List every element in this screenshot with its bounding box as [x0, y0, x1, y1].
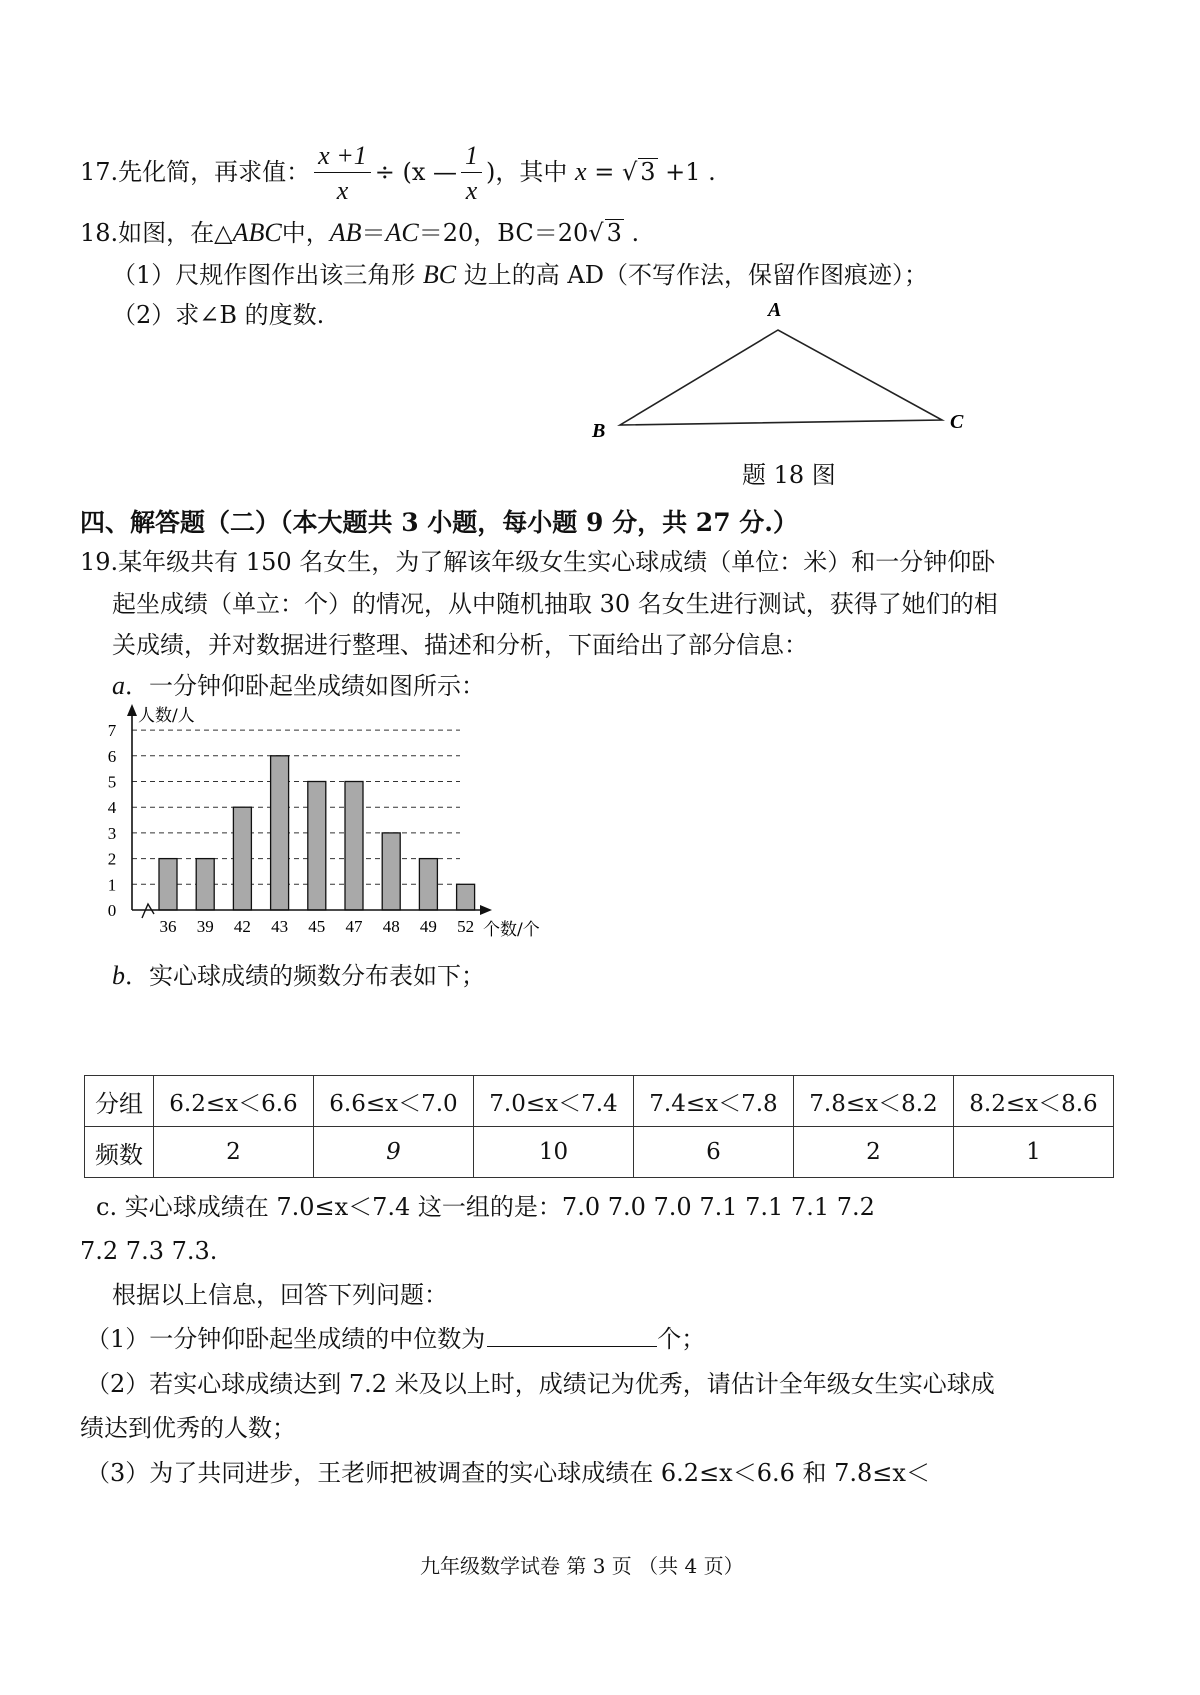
- y-tick-label: 4: [107, 798, 117, 818]
- bar-36: [159, 859, 177, 910]
- x-tick-label: 39: [196, 917, 214, 936]
- q18-part1-a: （1）尺规作图作出该三角形: [112, 261, 423, 289]
- bar-39: [196, 859, 214, 910]
- table-cell-count: 1: [954, 1127, 1114, 1178]
- x-axis-arrow: [480, 905, 492, 915]
- q19-stem-line3: 关成绩，并对数据进行整理、描述和分析，下面给出了部分信息：: [112, 631, 808, 659]
- x-tick-label: 43: [271, 917, 289, 936]
- q17-fraction-2: [461, 142, 482, 205]
- q19-stem-line1: 19.某年级共有 150 名女生，为了解该年级女生实心球成绩（单位：米）和一分钟仰卧: [80, 548, 996, 576]
- y-axis-arrow: [127, 704, 137, 716]
- table-cell-group: 7.0≤x＜7.4: [474, 1076, 634, 1127]
- chart-grid: [132, 730, 460, 884]
- x-tick-label: 49: [419, 917, 437, 936]
- q18-stem-c: ＝: [361, 219, 386, 247]
- table-cell-group: 7.4≤x＜7.8: [634, 1076, 794, 1127]
- q18-part1: [112, 260, 928, 290]
- q17-close: )，其中: [486, 158, 568, 186]
- table-head-groups: 分组: [85, 1076, 154, 1127]
- y-axis-label: 人数/人: [138, 706, 195, 726]
- table-cell-group: 7.8≤x＜8.2: [794, 1076, 954, 1127]
- q18-triangle-figure: [592, 299, 1020, 450]
- y-tick-label: 6: [107, 746, 117, 766]
- q18-stem-radicand: 3: [606, 219, 622, 247]
- q19-info-a: [112, 671, 485, 701]
- table-cell-count: 9: [314, 1127, 474, 1178]
- q17-frac2-denominator: x: [465, 176, 478, 205]
- table-row-counts: [85, 1127, 1114, 1178]
- table-cell-count: 2: [154, 1127, 314, 1178]
- q18-stem-a: 18.如图，在△: [80, 219, 233, 247]
- table-cell-group: 6.2≤x＜6.6: [154, 1076, 314, 1127]
- q17-line: 17.先化简，再求值： $\frac{x +1}{x}$ ÷ (x — $\frac{1}{x}$ )，其中 x = √ 3 +1 .: [80, 141, 716, 205]
- q19-sub1-text: （1）一分钟仰卧起坐成绩的中位数为: [86, 1325, 486, 1353]
- x-tick-label: 36: [159, 917, 177, 936]
- q18-part2: （2）求∠B 的度数.: [112, 301, 325, 329]
- x-tick-label: 45: [308, 917, 326, 936]
- x-tick-label: 47: [345, 917, 363, 936]
- y-tick-label: 1: [107, 875, 117, 895]
- q19-sub1-unit: 个；: [657, 1325, 706, 1353]
- table-cell-count: 10: [474, 1127, 634, 1178]
- table-row-groups: [85, 1076, 1114, 1127]
- q19-stem-line2: 起坐成绩（单立：个）的情况，从中随机抽取 30 名女生进行测试，获得了她们的相: [112, 590, 998, 618]
- q17-cond-eq: =: [586, 158, 622, 186]
- chart-y-ticks: [108, 721, 117, 920]
- q17-fraction-1: [314, 142, 371, 205]
- q18-part1-bc: BC: [422, 260, 457, 289]
- vertex-label-c: C: [950, 411, 964, 433]
- table-cell-count: 6: [634, 1127, 794, 1178]
- bar-42: [233, 807, 251, 910]
- q17-cond-var: x: [575, 157, 587, 186]
- table-cell-group: 6.6≤x＜7.0: [314, 1076, 474, 1127]
- q19-sub2-line1: （2）若实心球成绩达到 7.2 米及以上时，成绩记为优秀，请估计全年级女生实心球成: [86, 1370, 995, 1398]
- x-axis-label: 个数/个: [483, 920, 540, 940]
- q18-part1-b: 边上的高 AD（不写作法，保留作图痕迹）；: [456, 261, 928, 289]
- q18-stem-ac: AC: [385, 218, 419, 247]
- q18-figure-caption: 题 18 图: [742, 461, 836, 489]
- y-tick-label: 3: [107, 823, 117, 843]
- q17-prefix: 17.先化简，再求值：: [80, 158, 311, 186]
- table-cell-group: 8.2≤x＜8.6: [954, 1076, 1114, 1127]
- bar-52: [457, 884, 475, 910]
- q19-sub2-line2: 绩达到优秀的人数；: [80, 1414, 296, 1442]
- answer-blank[interactable]: [487, 1324, 657, 1347]
- bar-48: [382, 833, 400, 910]
- q19-info-c-line2: 7.2 7.3 7.3.: [80, 1237, 218, 1265]
- vertex-label-a: A: [768, 299, 782, 321]
- q19-info-b-letter: b: [112, 961, 125, 990]
- q19-answer-intro: 根据以上信息，回答下列问题：: [112, 1281, 448, 1309]
- vertex-label-b: B: [592, 420, 606, 442]
- x-tick-label: 52: [457, 917, 475, 936]
- bar-49: [419, 859, 437, 910]
- q18-stem: 18.如图，在△ABC中，AB＝AC＝20，BC＝20√ 3 .: [80, 218, 640, 247]
- q19-sub1: [86, 1324, 705, 1354]
- q17-middle: ÷ (x —: [374, 158, 458, 186]
- q17-frac1-denominator: x: [336, 176, 349, 205]
- bar-45: [308, 782, 326, 911]
- frequency-table: [84, 1075, 1114, 1178]
- q19-info-c-line1: c. 实心球成绩在 7.0≤x＜7.4 这一组的是：7.0 7.0 7.0 7.1 7.1 7.1 7.2: [96, 1193, 875, 1221]
- q19-info-a-text: ．一分钟仰卧起坐成绩如图所示：: [125, 672, 485, 700]
- section-4-heading: 四、解答题（二）（本大题共 3 小题，每小题 9 分，共 27 分.）: [80, 508, 799, 537]
- table-cell-count: 2: [794, 1127, 954, 1178]
- q17-cond-radicand: 3: [640, 158, 656, 186]
- q19-sub3-line1: （3）为了共同进步，王老师把被调查的实心球成绩在 6.2≤x＜6.6 和 7.8≤x＜: [86, 1459, 930, 1487]
- x-tick-label: 48: [382, 917, 400, 936]
- q19-info-a-letter: a: [112, 671, 125, 700]
- bar-47: [345, 782, 363, 911]
- table-head-counts: 频数: [85, 1127, 154, 1178]
- page-footer: 九年级数学试卷 第 3 页 （共 4 页）: [420, 1554, 744, 1578]
- y-tick-label: 2: [107, 849, 117, 869]
- y-tick-label: 0: [107, 901, 117, 920]
- triangle-abc: [620, 330, 942, 425]
- q19-info-b-text: ．实心球成绩的频数分布表如下；: [125, 962, 485, 990]
- q18-stem-abc: ABC: [232, 218, 282, 247]
- q18-stem-ab: AB: [329, 218, 362, 247]
- axis-break-mark: [142, 904, 154, 918]
- y-tick-label: 7: [107, 721, 117, 741]
- q17-cond-tail: +1 .: [657, 158, 716, 186]
- q17-frac1-numerator: x +1: [314, 142, 371, 173]
- chart-x-ticks: [160, 917, 475, 936]
- y-tick-label: 5: [107, 772, 117, 792]
- x-tick-label: 42: [233, 917, 251, 936]
- q18-stem-b: 中，: [281, 219, 330, 247]
- q17-frac2-numerator: 1: [461, 142, 482, 173]
- q19-info-b: [112, 961, 485, 991]
- q18-stem-d: ＝20，BC＝20: [418, 219, 589, 247]
- bar-43: [271, 756, 289, 910]
- situp-bar-chart: [90, 700, 600, 960]
- q18-stem-end: .: [623, 219, 640, 247]
